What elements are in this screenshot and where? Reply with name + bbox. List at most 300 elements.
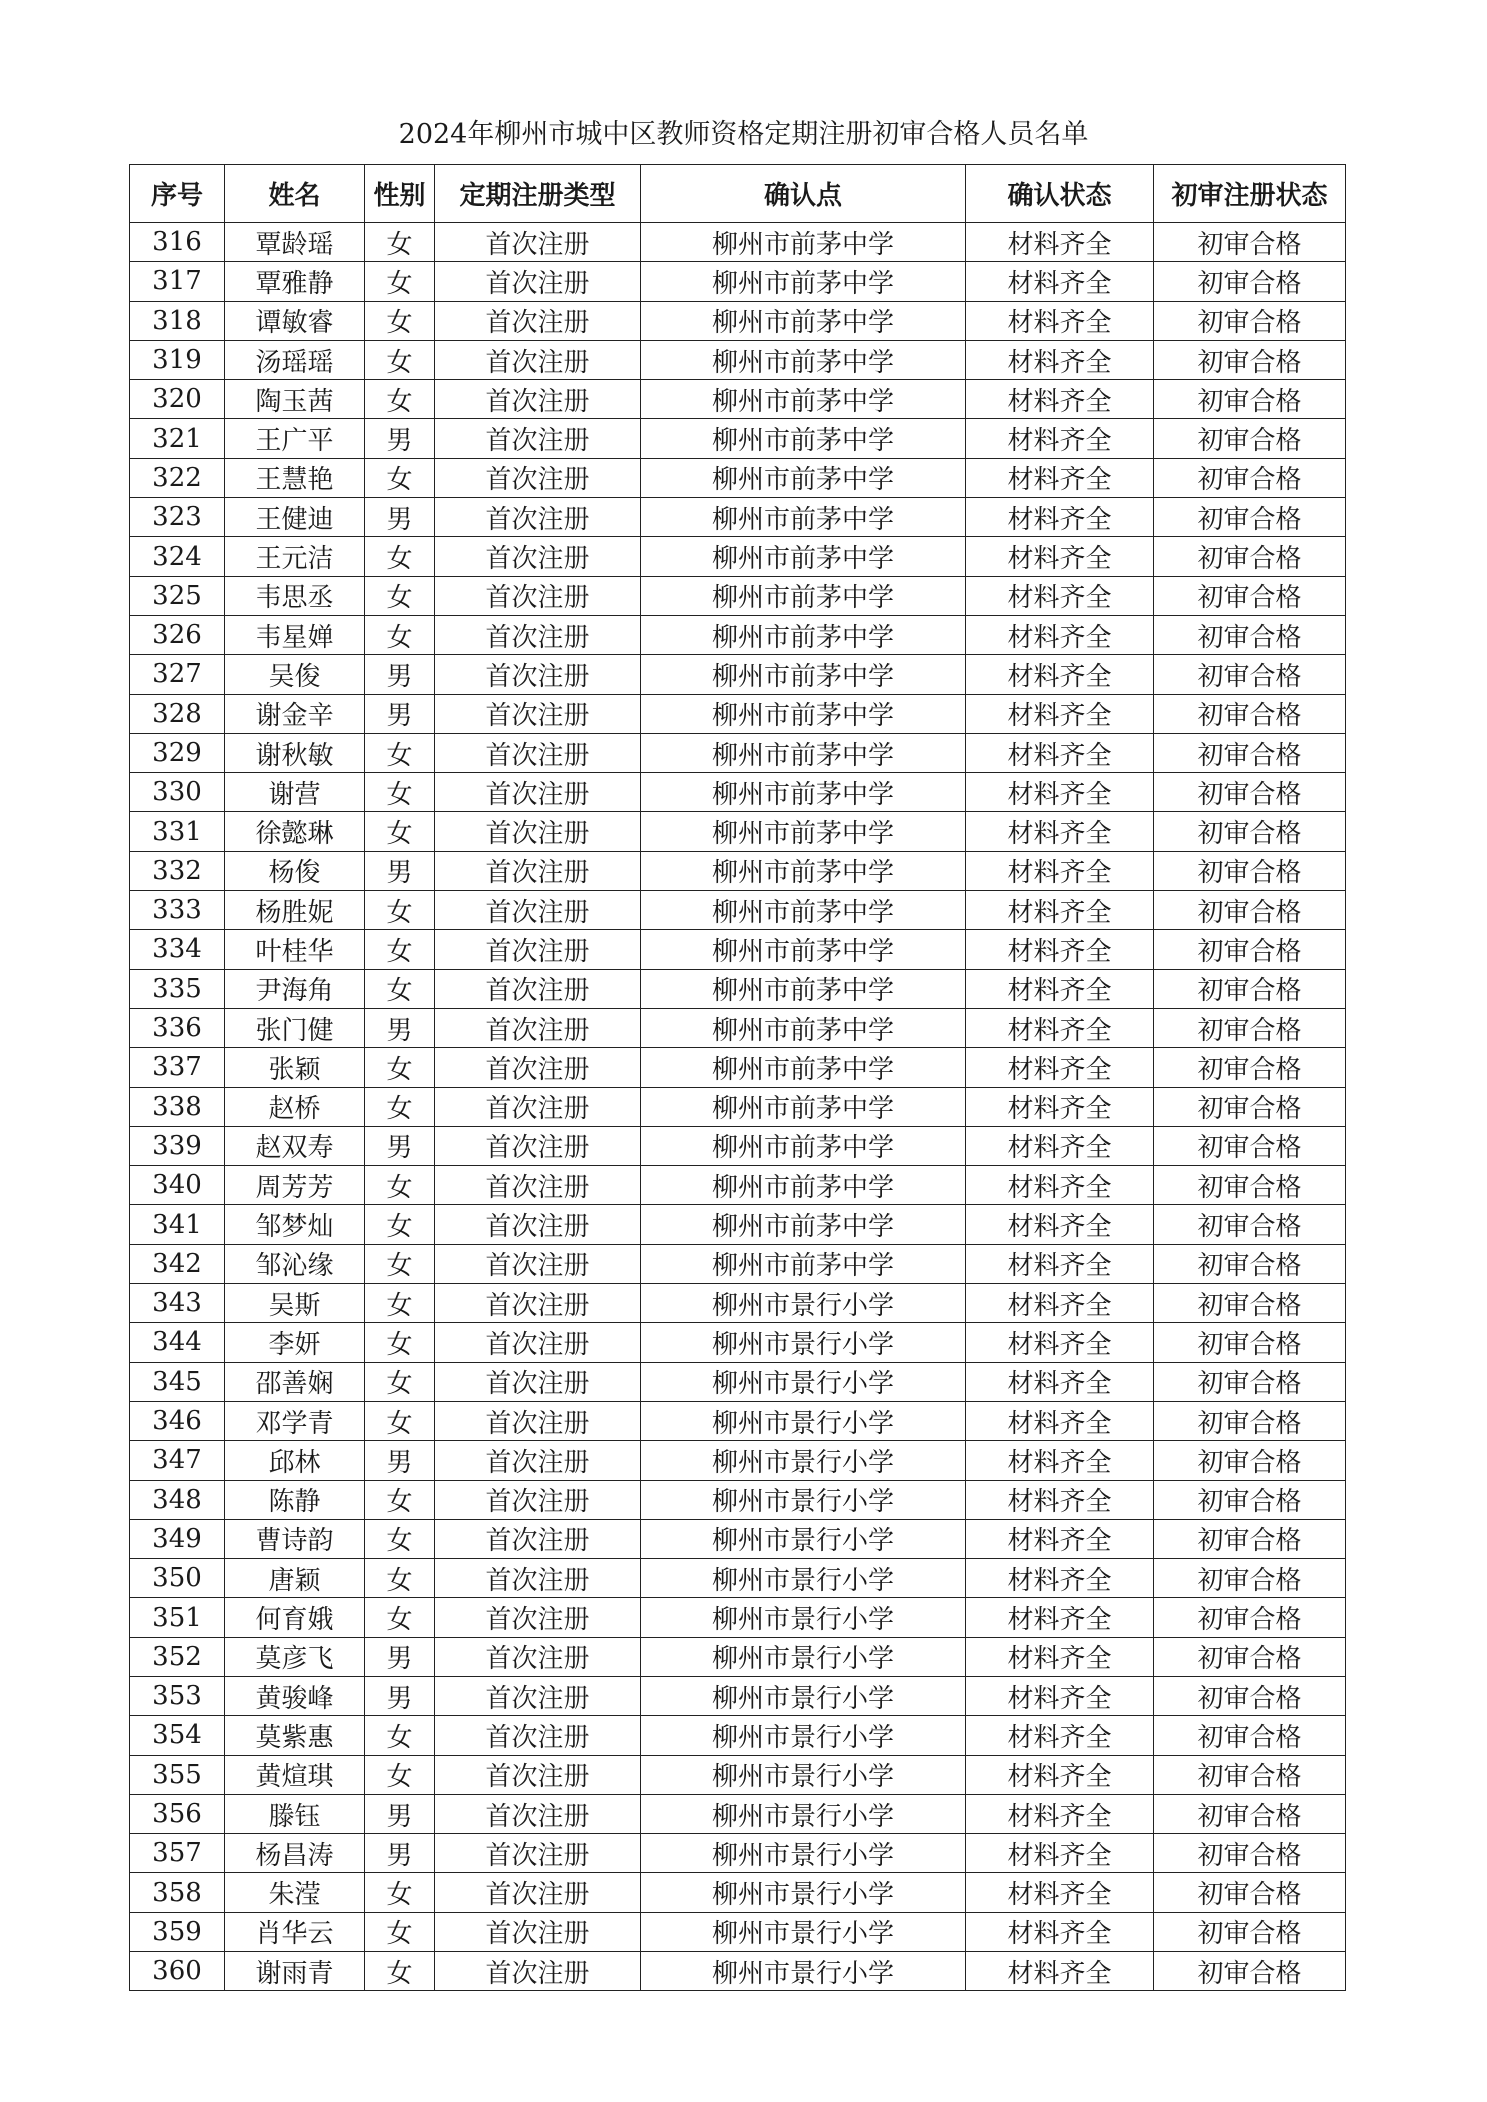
cell-confirmation-point: 柳州市前茅中学 — [641, 223, 966, 262]
cell-confirmation-status: 材料齐全 — [966, 223, 1154, 262]
cell-gender: 男 — [365, 1794, 435, 1833]
table-row — [130, 851, 1346, 890]
cell-index: 349 — [130, 1519, 225, 1558]
cell-gender: 女 — [365, 380, 435, 419]
cell-review-status: 初审合格 — [1154, 1048, 1346, 1087]
table-row — [130, 1873, 1346, 1912]
table-row — [130, 1952, 1346, 1991]
cell-gender: 女 — [365, 458, 435, 497]
cell-confirmation-point: 柳州市前茅中学 — [641, 1166, 966, 1205]
cell-confirmation-point: 柳州市景行小学 — [641, 1794, 966, 1833]
cell-name: 黄煊琪 — [225, 1755, 365, 1794]
table-row — [130, 655, 1346, 694]
document-title: 2024年柳州市城中区教师资格定期注册初审合格人员名单 — [398, 119, 1089, 150]
cell-gender: 女 — [365, 1323, 435, 1362]
cell-confirmation-status: 材料齐全 — [966, 1912, 1154, 1951]
cell-gender: 女 — [365, 1205, 435, 1244]
cell-index: 321 — [130, 419, 225, 458]
table-row — [130, 380, 1346, 419]
cell-review-status: 初审合格 — [1154, 1559, 1346, 1598]
cell-confirmation-status: 材料齐全 — [966, 694, 1154, 733]
cell-confirmation-status: 材料齐全 — [966, 1323, 1154, 1362]
cell-name: 邱林 — [225, 1441, 365, 1480]
cell-name: 唐颖 — [225, 1559, 365, 1598]
cell-name: 杨昌涛 — [225, 1834, 365, 1873]
cell-review-status: 初审合格 — [1154, 773, 1346, 812]
cell-review-status: 初审合格 — [1154, 576, 1346, 615]
cell-gender: 男 — [365, 694, 435, 733]
cell-index: 334 — [130, 930, 225, 969]
cell-confirmation-status: 材料齐全 — [966, 1637, 1154, 1676]
cell-review-status: 初审合格 — [1154, 1087, 1346, 1126]
cell-review-status: 初审合格 — [1154, 1755, 1346, 1794]
table-row — [130, 1048, 1346, 1087]
cell-index: 326 — [130, 615, 225, 654]
header-row — [130, 165, 1346, 223]
cell-confirmation-status: 材料齐全 — [966, 655, 1154, 694]
table-row — [130, 1087, 1346, 1126]
cell-registration-type: 首次注册 — [435, 458, 641, 497]
table-row — [130, 1284, 1346, 1323]
cell-confirmation-point: 柳州市景行小学 — [641, 1519, 966, 1558]
table-row — [130, 1637, 1346, 1676]
cell-name: 谢营 — [225, 773, 365, 812]
cell-name: 滕钰 — [225, 1794, 365, 1833]
cell-confirmation-status: 材料齐全 — [966, 812, 1154, 851]
cell-confirmation-status: 材料齐全 — [966, 1048, 1154, 1087]
cell-index: 339 — [130, 1126, 225, 1165]
table-row — [130, 576, 1346, 615]
cell-review-status: 初审合格 — [1154, 891, 1346, 930]
table-row — [130, 1126, 1346, 1165]
cell-index: 355 — [130, 1755, 225, 1794]
cell-review-status: 初审合格 — [1154, 498, 1346, 537]
cell-confirmation-status: 材料齐全 — [966, 1559, 1154, 1598]
cell-index: 338 — [130, 1087, 225, 1126]
cell-registration-type: 首次注册 — [435, 1087, 641, 1126]
cell-confirmation-status: 材料齐全 — [966, 891, 1154, 930]
table-row — [130, 930, 1346, 969]
cell-confirmation-status: 材料齐全 — [966, 1834, 1154, 1873]
cell-review-status: 初审合格 — [1154, 262, 1346, 301]
cell-registration-type: 首次注册 — [435, 380, 641, 419]
cell-confirmation-status: 材料齐全 — [966, 615, 1154, 654]
cell-name: 王元洁 — [225, 537, 365, 576]
cell-confirmation-status: 材料齐全 — [966, 930, 1154, 969]
cell-registration-type: 首次注册 — [435, 891, 641, 930]
cell-confirmation-point: 柳州市景行小学 — [641, 1755, 966, 1794]
table-row — [130, 537, 1346, 576]
cell-name: 邹沁缘 — [225, 1244, 365, 1283]
cell-registration-type: 首次注册 — [435, 576, 641, 615]
cell-index: 350 — [130, 1559, 225, 1598]
cell-name: 覃龄瑶 — [225, 223, 365, 262]
table-row — [130, 223, 1346, 262]
cell-registration-type: 首次注册 — [435, 615, 641, 654]
cell-gender: 男 — [365, 1441, 435, 1480]
cell-name: 何育娥 — [225, 1598, 365, 1637]
cell-index: 332 — [130, 851, 225, 890]
cell-confirmation-point: 柳州市景行小学 — [641, 1716, 966, 1755]
cell-gender: 女 — [365, 576, 435, 615]
cell-registration-type: 首次注册 — [435, 1637, 641, 1676]
cell-review-status: 初审合格 — [1154, 733, 1346, 772]
cell-confirmation-point: 柳州市景行小学 — [641, 1441, 966, 1480]
cell-registration-type: 首次注册 — [435, 1362, 641, 1401]
cell-gender: 女 — [365, 733, 435, 772]
cell-index: 359 — [130, 1912, 225, 1951]
cell-confirmation-point: 柳州市景行小学 — [641, 1480, 966, 1519]
cell-review-status: 初审合格 — [1154, 1244, 1346, 1283]
cell-review-status: 初审合格 — [1154, 1401, 1346, 1440]
cell-name: 谢雨青 — [225, 1952, 365, 1991]
cell-gender: 女 — [365, 223, 435, 262]
table-row — [130, 301, 1346, 340]
cell-name: 韦思丞 — [225, 576, 365, 615]
cell-registration-type: 首次注册 — [435, 812, 641, 851]
table-row — [130, 1166, 1346, 1205]
cell-review-status: 初审合格 — [1154, 1441, 1346, 1480]
cell-confirmation-status: 材料齐全 — [966, 1126, 1154, 1165]
cell-index: 345 — [130, 1362, 225, 1401]
cell-name: 张门健 — [225, 1008, 365, 1047]
cell-gender: 女 — [365, 969, 435, 1008]
cell-confirmation-status: 材料齐全 — [966, 576, 1154, 615]
cell-index: 340 — [130, 1166, 225, 1205]
cell-name: 杨胜妮 — [225, 891, 365, 930]
cell-gender: 男 — [365, 1676, 435, 1715]
cell-gender: 女 — [365, 1401, 435, 1440]
cell-index: 323 — [130, 498, 225, 537]
cell-confirmation-status: 材料齐全 — [966, 1755, 1154, 1794]
cell-review-status: 初审合格 — [1154, 1284, 1346, 1323]
cell-index: 348 — [130, 1480, 225, 1519]
cell-confirmation-point: 柳州市前茅中学 — [641, 851, 966, 890]
cell-registration-type: 首次注册 — [435, 1912, 641, 1951]
cell-review-status: 初审合格 — [1154, 1008, 1346, 1047]
cell-registration-type: 首次注册 — [435, 223, 641, 262]
cell-confirmation-point: 柳州市景行小学 — [641, 1834, 966, 1873]
cell-confirmation-point: 柳州市前茅中学 — [641, 458, 966, 497]
cell-index: 328 — [130, 694, 225, 733]
cell-registration-type: 首次注册 — [435, 851, 641, 890]
cell-name: 邵善娴 — [225, 1362, 365, 1401]
cell-registration-type: 首次注册 — [435, 773, 641, 812]
cell-confirmation-status: 材料齐全 — [966, 380, 1154, 419]
header-review-status: 初审注册状态 — [1154, 165, 1346, 223]
table-body — [130, 223, 1346, 1991]
cell-registration-type: 首次注册 — [435, 969, 641, 1008]
cell-review-status: 初审合格 — [1154, 340, 1346, 379]
table-row — [130, 1323, 1346, 1362]
cell-review-status: 初审合格 — [1154, 1834, 1346, 1873]
table-row — [130, 1559, 1346, 1598]
cell-confirmation-point: 柳州市景行小学 — [641, 1676, 966, 1715]
cell-registration-type: 首次注册 — [435, 1716, 641, 1755]
cell-index: 346 — [130, 1401, 225, 1440]
cell-review-status: 初审合格 — [1154, 1362, 1346, 1401]
table-row — [130, 498, 1346, 537]
cell-index: 330 — [130, 773, 225, 812]
cell-gender: 男 — [365, 1126, 435, 1165]
cell-confirmation-status: 材料齐全 — [966, 773, 1154, 812]
cell-name: 王慧艳 — [225, 458, 365, 497]
cell-index: 329 — [130, 733, 225, 772]
cell-name: 覃雅静 — [225, 262, 365, 301]
cell-confirmation-status: 材料齐全 — [966, 1794, 1154, 1833]
cell-registration-type: 首次注册 — [435, 498, 641, 537]
cell-index: 324 — [130, 537, 225, 576]
cell-review-status: 初审合格 — [1154, 1126, 1346, 1165]
header-confirmation-point: 确认点 — [641, 165, 966, 223]
cell-registration-type: 首次注册 — [435, 262, 641, 301]
table-row — [130, 694, 1346, 733]
cell-gender: 女 — [365, 1244, 435, 1283]
cell-registration-type: 首次注册 — [435, 419, 641, 458]
cell-confirmation-status: 材料齐全 — [966, 1087, 1154, 1126]
cell-confirmation-status: 材料齐全 — [966, 1166, 1154, 1205]
cell-confirmation-point: 柳州市前茅中学 — [641, 930, 966, 969]
cell-gender: 女 — [365, 1519, 435, 1558]
table-row — [130, 1008, 1346, 1047]
cell-confirmation-status: 材料齐全 — [966, 733, 1154, 772]
cell-review-status: 初审合格 — [1154, 655, 1346, 694]
cell-name: 邓学青 — [225, 1401, 365, 1440]
cell-confirmation-status: 材料齐全 — [966, 1480, 1154, 1519]
cell-name: 肖华云 — [225, 1912, 365, 1951]
cell-name: 王广平 — [225, 419, 365, 458]
header-name: 姓名 — [225, 165, 365, 223]
cell-review-status: 初审合格 — [1154, 223, 1346, 262]
cell-registration-type: 首次注册 — [435, 1598, 641, 1637]
cell-review-status: 初审合格 — [1154, 1598, 1346, 1637]
cell-name: 吴俊 — [225, 655, 365, 694]
cell-confirmation-point: 柳州市前茅中学 — [641, 419, 966, 458]
cell-registration-type: 首次注册 — [435, 1755, 641, 1794]
cell-confirmation-status: 材料齐全 — [966, 1716, 1154, 1755]
cell-name: 赵桥 — [225, 1087, 365, 1126]
cell-index: 352 — [130, 1637, 225, 1676]
table-row — [130, 1362, 1346, 1401]
cell-name: 赵双寿 — [225, 1126, 365, 1165]
cell-index: 347 — [130, 1441, 225, 1480]
cell-confirmation-status: 材料齐全 — [966, 1284, 1154, 1323]
cell-review-status: 初审合格 — [1154, 1716, 1346, 1755]
cell-confirmation-point: 柳州市前茅中学 — [641, 694, 966, 733]
cell-index: 343 — [130, 1284, 225, 1323]
cell-registration-type: 首次注册 — [435, 1166, 641, 1205]
cell-confirmation-point: 柳州市前茅中学 — [641, 891, 966, 930]
cell-confirmation-point: 柳州市前茅中学 — [641, 301, 966, 340]
cell-confirmation-point: 柳州市景行小学 — [641, 1952, 966, 1991]
cell-gender: 女 — [365, 1952, 435, 1991]
cell-confirmation-status: 材料齐全 — [966, 1244, 1154, 1283]
cell-name: 邹梦灿 — [225, 1205, 365, 1244]
cell-review-status: 初审合格 — [1154, 615, 1346, 654]
cell-review-status: 初审合格 — [1154, 1912, 1346, 1951]
cell-gender: 女 — [365, 537, 435, 576]
cell-gender: 女 — [365, 1166, 435, 1205]
cell-gender: 女 — [365, 812, 435, 851]
cell-review-status: 初审合格 — [1154, 812, 1346, 851]
cell-registration-type: 首次注册 — [435, 1952, 641, 1991]
cell-gender: 男 — [365, 1834, 435, 1873]
cell-registration-type: 首次注册 — [435, 1205, 641, 1244]
cell-confirmation-status: 材料齐全 — [966, 1676, 1154, 1715]
cell-registration-type: 首次注册 — [435, 694, 641, 733]
table-row — [130, 733, 1346, 772]
cell-registration-type: 首次注册 — [435, 1244, 641, 1283]
cell-confirmation-point: 柳州市前茅中学 — [641, 576, 966, 615]
cell-index: 356 — [130, 1794, 225, 1833]
cell-confirmation-point: 柳州市景行小学 — [641, 1362, 966, 1401]
cell-registration-type: 首次注册 — [435, 655, 641, 694]
cell-review-status: 初审合格 — [1154, 1205, 1346, 1244]
cell-index: 316 — [130, 223, 225, 262]
cell-confirmation-status: 材料齐全 — [966, 1519, 1154, 1558]
cell-confirmation-point: 柳州市景行小学 — [641, 1284, 966, 1323]
cell-registration-type: 首次注册 — [435, 1480, 641, 1519]
table-row — [130, 1244, 1346, 1283]
cell-index: 357 — [130, 1834, 225, 1873]
cell-registration-type: 首次注册 — [435, 1323, 641, 1362]
cell-registration-type: 首次注册 — [435, 1794, 641, 1833]
cell-registration-type: 首次注册 — [435, 340, 641, 379]
cell-index: 335 — [130, 969, 225, 1008]
cell-review-status: 初审合格 — [1154, 1323, 1346, 1362]
cell-name: 谢秋敏 — [225, 733, 365, 772]
cell-name: 杨俊 — [225, 851, 365, 890]
cell-registration-type: 首次注册 — [435, 1834, 641, 1873]
cell-confirmation-point: 柳州市景行小学 — [641, 1559, 966, 1598]
cell-index: 319 — [130, 340, 225, 379]
cell-confirmation-status: 材料齐全 — [966, 1008, 1154, 1047]
table-row — [130, 969, 1346, 1008]
table-row — [130, 1598, 1346, 1637]
cell-confirmation-point: 柳州市前茅中学 — [641, 1087, 966, 1126]
cell-confirmation-point: 柳州市前茅中学 — [641, 380, 966, 419]
cell-confirmation-point: 柳州市前茅中学 — [641, 812, 966, 851]
cell-confirmation-point: 柳州市前茅中学 — [641, 537, 966, 576]
cell-index: 341 — [130, 1205, 225, 1244]
table-row — [130, 419, 1346, 458]
table-row — [130, 1480, 1346, 1519]
cell-confirmation-point: 柳州市前茅中学 — [641, 615, 966, 654]
cell-confirmation-point: 柳州市前茅中学 — [641, 1008, 966, 1047]
table-row — [130, 262, 1346, 301]
cell-review-status: 初审合格 — [1154, 1952, 1346, 1991]
cell-confirmation-status: 材料齐全 — [966, 1401, 1154, 1440]
cell-index: 353 — [130, 1676, 225, 1715]
cell-registration-type: 首次注册 — [435, 930, 641, 969]
cell-index: 327 — [130, 655, 225, 694]
table-row — [130, 1834, 1346, 1873]
cell-registration-type: 首次注册 — [435, 1401, 641, 1440]
cell-gender: 女 — [365, 301, 435, 340]
cell-confirmation-point: 柳州市前茅中学 — [641, 969, 966, 1008]
cell-confirmation-point: 柳州市景行小学 — [641, 1873, 966, 1912]
cell-index: 318 — [130, 301, 225, 340]
cell-index: 317 — [130, 262, 225, 301]
cell-confirmation-status: 材料齐全 — [966, 851, 1154, 890]
table-row — [130, 458, 1346, 497]
cell-index: 336 — [130, 1008, 225, 1047]
cell-review-status: 初审合格 — [1154, 380, 1346, 419]
cell-index: 331 — [130, 812, 225, 851]
cell-confirmation-point: 柳州市前茅中学 — [641, 1126, 966, 1165]
cell-name: 周芳芳 — [225, 1166, 365, 1205]
cell-gender: 女 — [365, 930, 435, 969]
cell-confirmation-point: 柳州市前茅中学 — [641, 262, 966, 301]
cell-gender: 女 — [365, 1362, 435, 1401]
cell-registration-type: 首次注册 — [435, 1519, 641, 1558]
table-row — [130, 1794, 1346, 1833]
cell-review-status: 初审合格 — [1154, 851, 1346, 890]
cell-index: 354 — [130, 1716, 225, 1755]
table-row — [130, 773, 1346, 812]
cell-confirmation-status: 材料齐全 — [966, 419, 1154, 458]
cell-confirmation-status: 材料齐全 — [966, 301, 1154, 340]
cell-index: 351 — [130, 1598, 225, 1637]
cell-name: 曹诗韵 — [225, 1519, 365, 1558]
cell-confirmation-status: 材料齐全 — [966, 458, 1154, 497]
cell-registration-type: 首次注册 — [435, 1048, 641, 1087]
cell-confirmation-point: 柳州市景行小学 — [641, 1912, 966, 1951]
cell-index: 360 — [130, 1952, 225, 1991]
cell-name: 莫紫惠 — [225, 1716, 365, 1755]
cell-review-status: 初审合格 — [1154, 1519, 1346, 1558]
table-row — [130, 615, 1346, 654]
cell-confirmation-point: 柳州市景行小学 — [641, 1401, 966, 1440]
cell-confirmation-point: 柳州市前茅中学 — [641, 1205, 966, 1244]
cell-index: 325 — [130, 576, 225, 615]
cell-review-status: 初审合格 — [1154, 1794, 1346, 1833]
cell-confirmation-status: 材料齐全 — [966, 537, 1154, 576]
cell-gender: 女 — [365, 1755, 435, 1794]
cell-name: 王健迪 — [225, 498, 365, 537]
cell-registration-type: 首次注册 — [435, 1008, 641, 1047]
cell-gender: 男 — [365, 851, 435, 890]
table-row — [130, 340, 1346, 379]
cell-review-status: 初审合格 — [1154, 1166, 1346, 1205]
cell-confirmation-point: 柳州市前茅中学 — [641, 1048, 966, 1087]
cell-confirmation-status: 材料齐全 — [966, 498, 1154, 537]
table-row — [130, 1912, 1346, 1951]
cell-confirmation-point: 柳州市景行小学 — [641, 1598, 966, 1637]
cell-review-status: 初审合格 — [1154, 694, 1346, 733]
cell-registration-type: 首次注册 — [435, 1873, 641, 1912]
cell-gender: 女 — [365, 1284, 435, 1323]
cell-name: 韦星婵 — [225, 615, 365, 654]
cell-confirmation-point: 柳州市前茅中学 — [641, 773, 966, 812]
cell-name: 陶玉茜 — [225, 380, 365, 419]
cell-name: 黄骏峰 — [225, 1676, 365, 1715]
cell-gender: 女 — [365, 262, 435, 301]
header-index: 序号 — [130, 165, 225, 223]
cell-gender: 女 — [365, 615, 435, 654]
cell-index: 322 — [130, 458, 225, 497]
cell-confirmation-status: 材料齐全 — [966, 1205, 1154, 1244]
cell-gender: 女 — [365, 1873, 435, 1912]
cell-index: 337 — [130, 1048, 225, 1087]
cell-name: 汤瑶瑶 — [225, 340, 365, 379]
header-gender: 性别 — [365, 165, 435, 223]
cell-review-status: 初审合格 — [1154, 930, 1346, 969]
cell-gender: 男 — [365, 1008, 435, 1047]
cell-name: 吴斯 — [225, 1284, 365, 1323]
cell-name: 徐懿琳 — [225, 812, 365, 851]
cell-gender: 女 — [365, 1559, 435, 1598]
